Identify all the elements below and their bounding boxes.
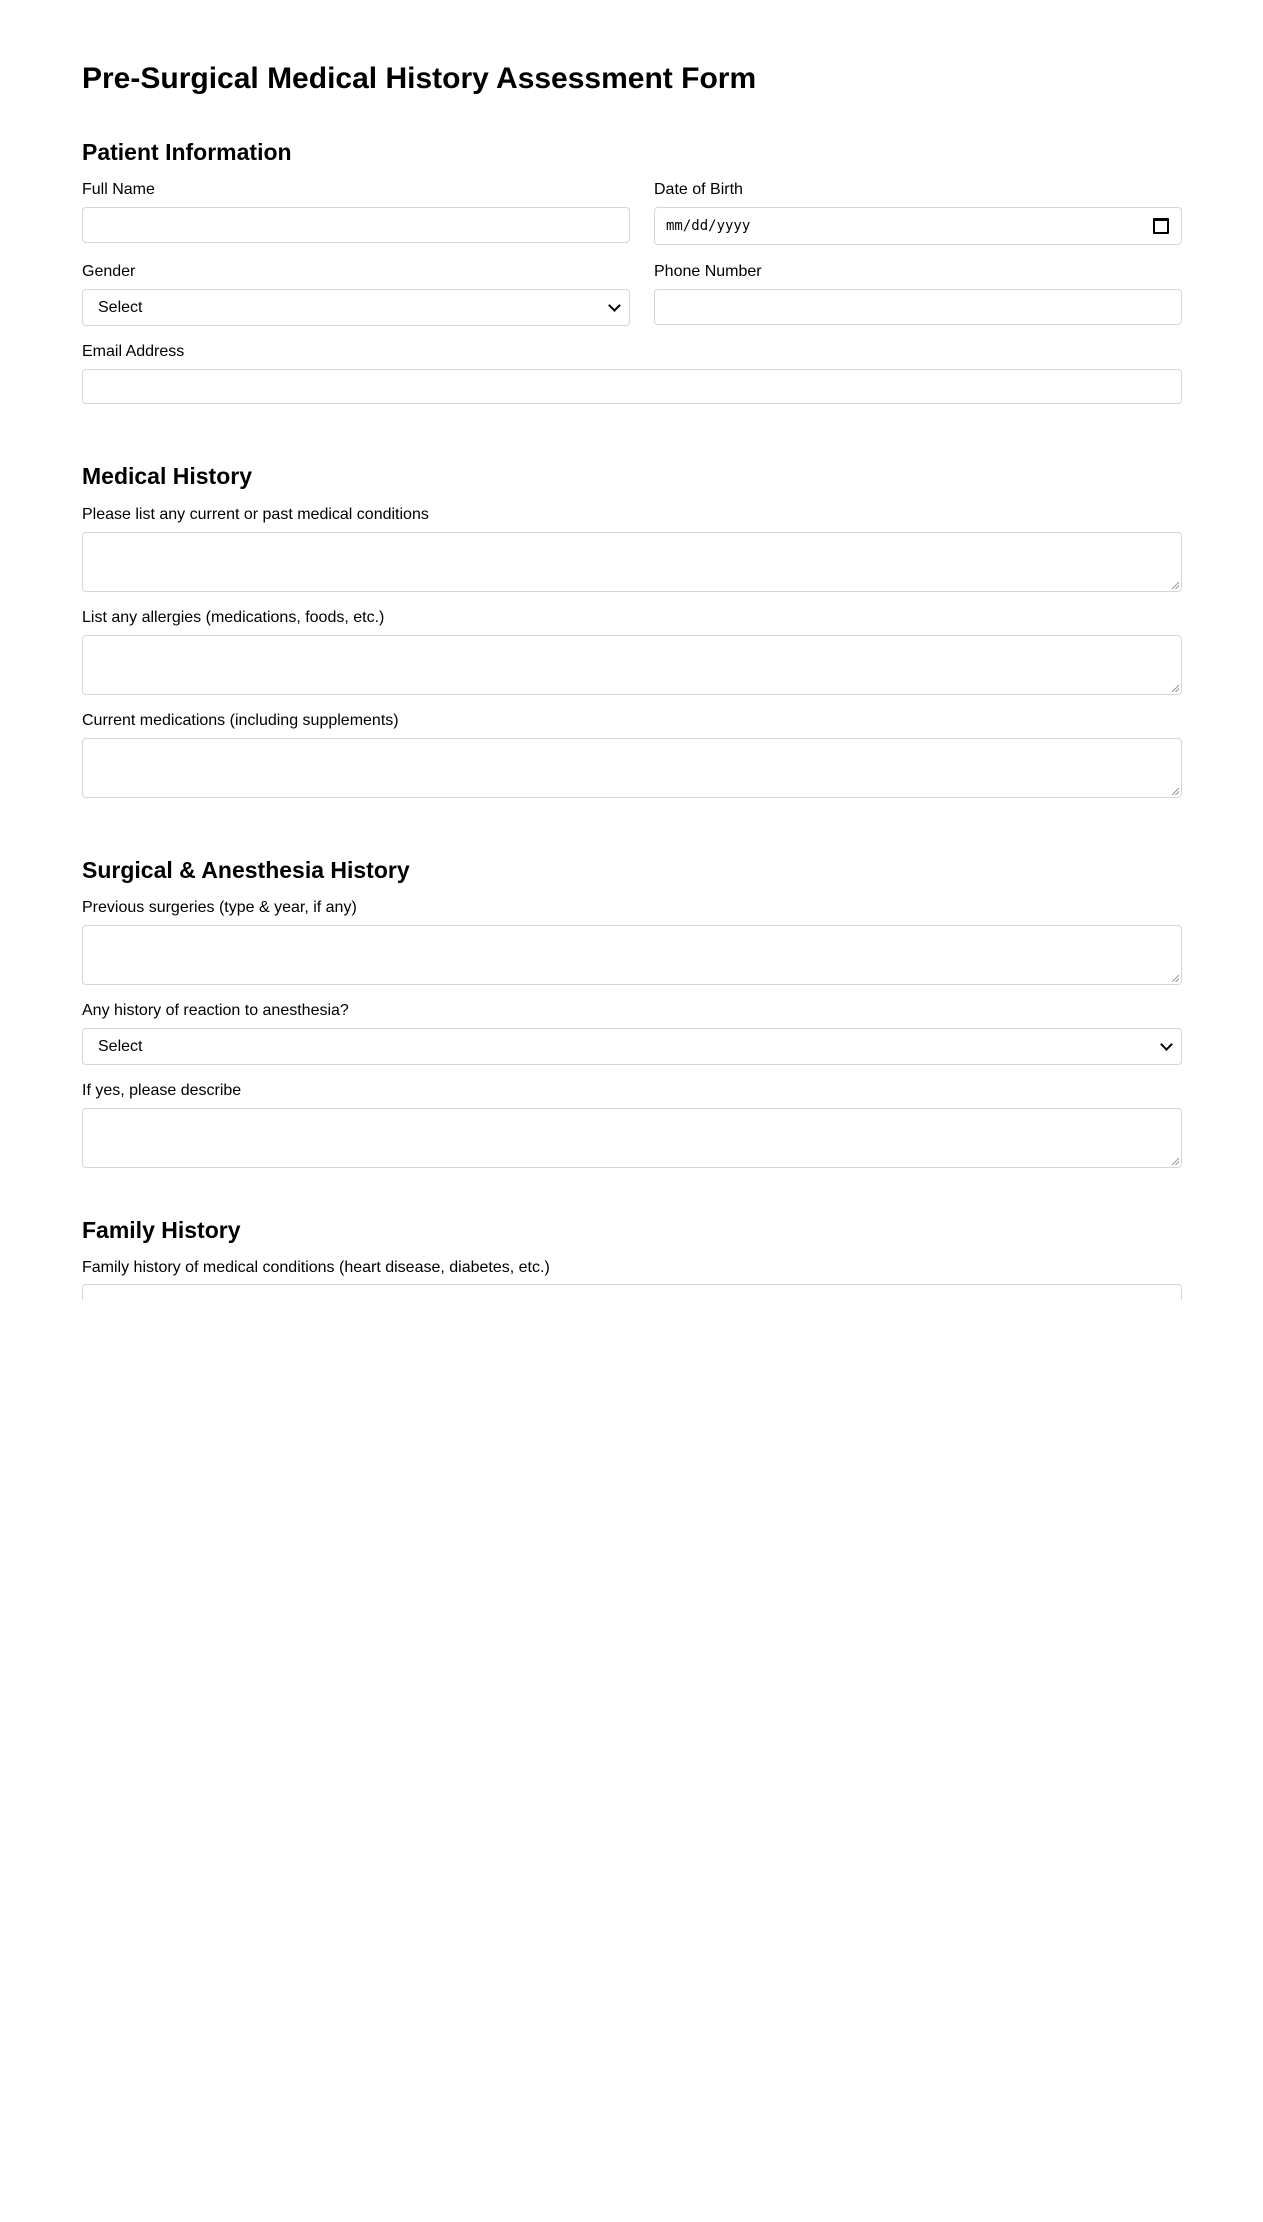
anesthesia-label: Any history of reaction to anesthesia? — [82, 1002, 349, 1019]
resize-handle-icon[interactable] — [1172, 1158, 1179, 1165]
medications-textarea[interactable] — [82, 738, 1182, 798]
gender-label: Gender — [82, 263, 136, 280]
dob-input[interactable] — [654, 207, 1182, 245]
email-label: Email Address — [82, 343, 185, 360]
resize-handle-icon[interactable] — [1172, 975, 1179, 982]
dob-placeholder: mm/dd/yyyy — [666, 218, 751, 234]
phone-input[interactable] — [654, 289, 1182, 325]
medications-label: Current medications (including supplements) — [82, 712, 399, 729]
surgeries-textarea[interactable] — [82, 925, 1182, 985]
phone-label: Phone Number — [654, 263, 762, 280]
section-heading-family-history: Family History — [82, 1217, 241, 1243]
describe-textarea[interactable] — [82, 1108, 1182, 1168]
describe-label: If yes, please describe — [82, 1082, 242, 1099]
page-title: Pre-Surgical Medical History Assessment Form — [82, 62, 757, 95]
allergies-label: List any allergies (medications, foods, etc.) — [82, 609, 385, 626]
email-input[interactable] — [82, 369, 1182, 404]
anesthesia-select-value: Select — [98, 1037, 143, 1055]
anesthesia-select[interactable] — [82, 1028, 1182, 1065]
resize-handle-icon[interactable] — [1172, 788, 1179, 795]
section-heading-surgical-history: Surgical & Anesthesia History — [82, 857, 410, 883]
gender-select[interactable] — [82, 289, 630, 326]
conditions-label: Please list any current or past medical conditions — [82, 506, 429, 523]
section-heading-medical-history: Medical History — [82, 463, 252, 489]
resize-handle-icon[interactable] — [1172, 685, 1179, 692]
allergies-textarea[interactable] — [82, 635, 1182, 695]
section-heading-patient-information: Patient Information — [82, 139, 292, 165]
dob-label: Date of Birth — [654, 181, 743, 198]
full-name-label: Full Name — [82, 181, 155, 198]
family-conditions-textarea[interactable] — [82, 1284, 1182, 1300]
surgeries-label: Previous surgeries (type & year, if any) — [82, 899, 357, 916]
chevron-down-icon — [608, 299, 621, 312]
chevron-down-icon — [1160, 1038, 1173, 1051]
full-name-input[interactable] — [82, 207, 630, 243]
gender-select-value: Select — [98, 298, 143, 316]
family-conditions-label: Family history of medical conditions (heart disease, diabetes, etc.) — [82, 1259, 550, 1276]
calendar-icon[interactable] — [1153, 218, 1169, 234]
conditions-textarea[interactable] — [82, 532, 1182, 592]
resize-handle-icon[interactable] — [1172, 582, 1179, 589]
